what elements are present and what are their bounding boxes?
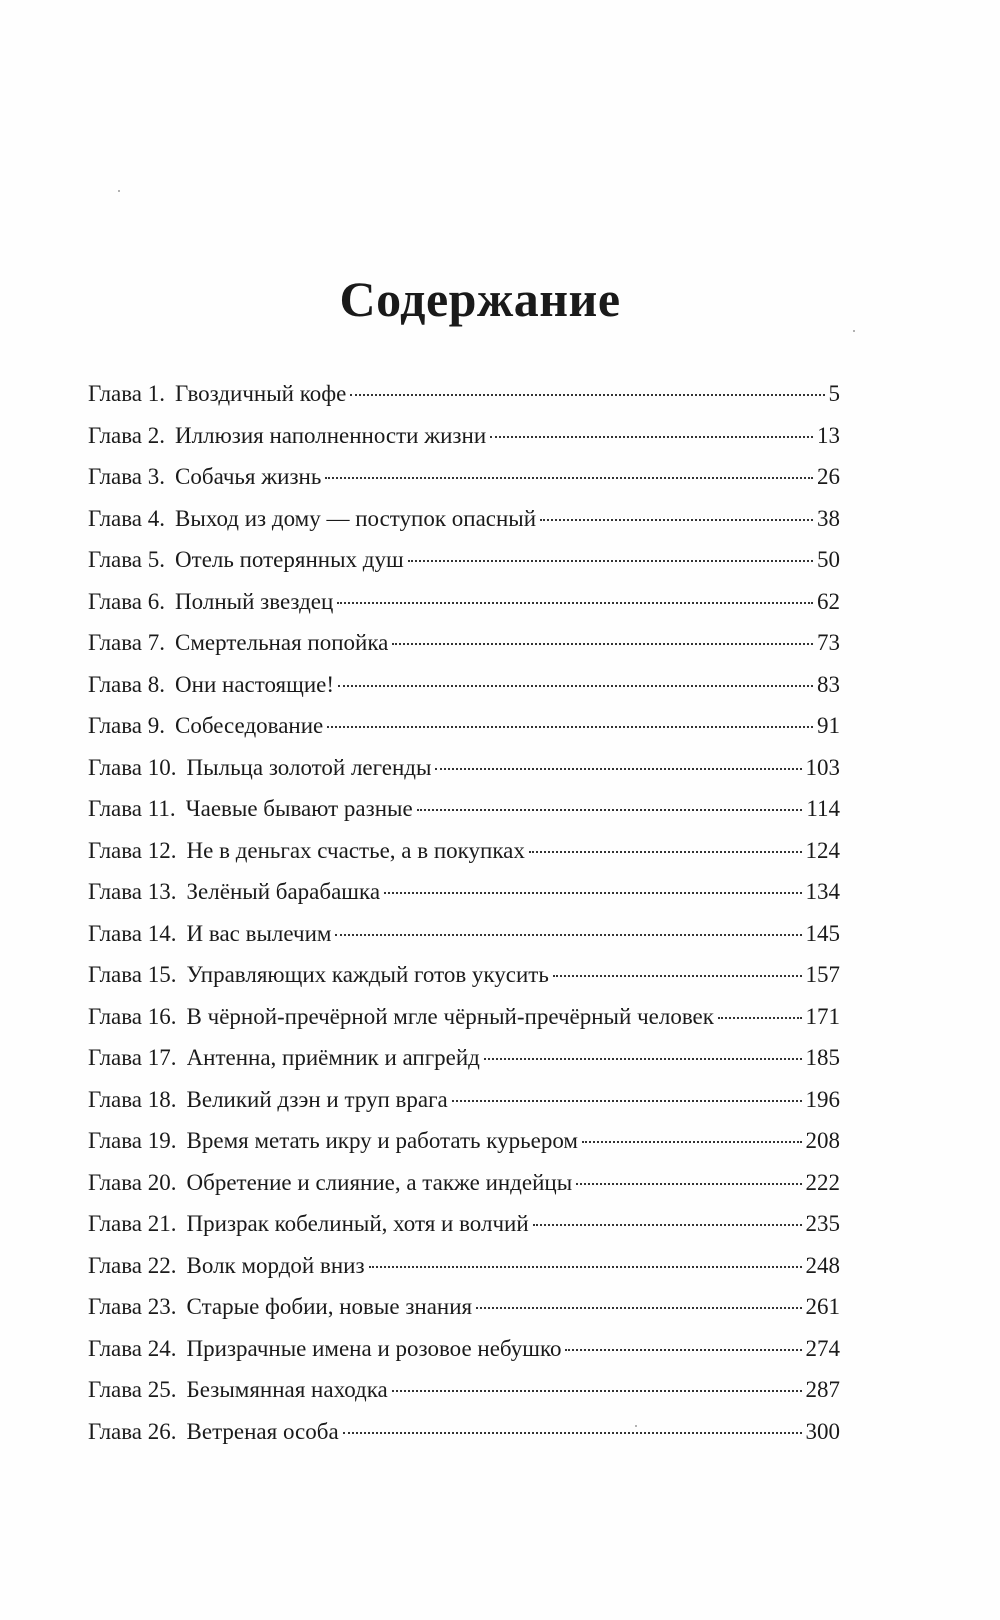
chapter-label: Глава 6. [88,588,166,614]
page-number: 73 [817,630,840,655]
page-number: 83 [817,671,840,697]
chapter-label: Глава 7. [88,630,166,655]
dot-leader [338,685,813,687]
chapter-label: Глава 25. [88,1377,177,1402]
chapter-title: Безымянная находка [186,1377,388,1402]
chapter-label: Глава 26. [88,1418,177,1444]
chapter-title: Управляющих каждый готов укусить [186,962,549,987]
toc-entry [88,373,840,415]
chapter-title: Призрак кобелиный, хотя и волчий [186,1211,529,1236]
dot-leader [582,1141,802,1143]
page-number: 196 [805,1086,840,1112]
table-of-contents [88,373,840,1452]
page-number: 185 [805,1045,840,1070]
dot-leader [343,1432,802,1434]
page-number: 287 [805,1377,840,1402]
dot-leader [408,560,813,562]
chapter-title: Гвоздичный кофе [175,381,347,406]
chapter-label: Глава 24. [88,1335,177,1361]
chapter-label: Глава 9. [88,713,166,738]
chapter-label: Глава 18. [88,1086,177,1112]
page-number: 114 [806,796,840,821]
toc-entry [88,415,840,457]
chapter-label: Глава 20. [88,1169,177,1195]
page-number: 248 [805,1252,840,1278]
page-number: 13 [817,422,840,448]
dot-leader [392,1390,802,1392]
chapter-label: Глава 3. [88,464,166,489]
toc-entry [88,913,840,955]
chapter-title: Выход из дому — поступок опасный [175,505,537,531]
chapter-title: Они настоящие! [175,671,335,697]
chapter-label: Глава 15. [88,962,177,987]
toc-entry [88,1079,840,1121]
chapter-title: И вас вылечим [186,920,332,946]
dot-leader [325,477,813,479]
page-number: 103 [805,754,840,780]
dot-leader [476,1307,801,1309]
chapter-title: Волк мордой вниз [186,1252,365,1278]
toc-entry [88,1411,840,1453]
chapter-label: Глава 21. [88,1211,177,1236]
toc-entry [88,954,840,996]
chapter-label: Глава 17. [88,1045,177,1070]
page-title: Содержание [339,271,621,327]
dot-leader [576,1183,801,1185]
page-number: 300 [805,1418,840,1444]
page-number: 222 [805,1169,840,1195]
page-number: 235 [805,1211,840,1236]
toc-entry [88,705,840,747]
page-number: 145 [805,920,840,946]
toc-entry [88,1037,840,1079]
dot-leader [529,851,802,853]
dot-leader [718,1017,802,1019]
toc-entry [88,539,840,581]
chapter-label: Глава 12. [88,837,177,863]
chapter-label: Глава 8. [88,671,166,697]
chapter-title: Время метать икру и работать курьером [186,1128,578,1153]
chapter-title: Смертельная попойка [175,630,389,655]
paper-speck [853,330,855,332]
dot-leader [335,934,801,936]
dot-leader [327,726,813,728]
chapter-label: Глава 16. [88,1003,177,1029]
chapter-label: Глава 1. [88,381,166,406]
toc-entry [88,1162,840,1204]
toc-entry [88,1328,840,1370]
dot-leader [417,809,803,811]
chapter-label: Глава 2. [88,422,166,448]
chapter-title: Собеседование [175,713,324,738]
page-number: 91 [817,713,840,738]
dot-leader [540,519,813,521]
dot-leader [553,975,802,977]
page-number: 5 [828,381,840,406]
chapter-title: Собачья жизнь [175,464,322,489]
chapter-title: Иллюзия наполненности жизни [175,422,487,448]
chapter-title: Чаевые бывают разные [185,796,413,821]
toc-entry [88,581,840,623]
chapter-label: Глава 13. [88,879,177,904]
toc-entry [88,830,840,872]
chapter-label: Глава 22. [88,1252,177,1278]
toc-entry [88,1369,840,1411]
dot-leader [384,892,801,894]
dot-leader [484,1058,802,1060]
chapter-title: Обретение и слияние, а также индейцы [186,1169,573,1195]
chapter-title: Великий дзэн и труп врага [186,1086,448,1112]
dot-leader [369,1266,802,1268]
dot-leader [533,1224,802,1226]
page-number: 62 [817,588,840,614]
toc-entry [88,664,840,706]
chapter-label: Глава 23. [88,1294,177,1319]
dot-leader [350,394,824,396]
chapter-title: Ветреная особа [186,1418,339,1444]
chapter-title: Зелёный барабашка [186,879,381,904]
chapter-label: Глава 10. [88,754,177,780]
page-number: 171 [805,1003,840,1029]
page-number: 208 [805,1128,840,1153]
page-number: 157 [805,962,840,987]
toc-entry [88,456,840,498]
toc-entry [88,788,840,830]
chapter-label: Глава 4. [88,505,166,531]
chapter-label: Глава 14. [88,920,177,946]
page-number: 50 [817,547,840,572]
page-number: 26 [817,464,840,489]
chapter-title: Не в деньгах счастье, а в покупках [186,837,525,863]
chapter-label: Глава 5. [88,547,166,572]
page-number: 134 [805,879,840,904]
chapter-title: В чёрной-пречёрной мгле чёрный-пречёрный человек [186,1003,714,1029]
chapter-label: Глава 11. [88,796,176,821]
dot-leader [337,602,813,604]
chapter-title: Антенна, приёмник и апгрейд [186,1045,480,1070]
dot-leader [435,768,801,770]
page-number: 261 [805,1294,840,1319]
toc-entry [88,871,840,913]
paper-speck [118,190,120,192]
dot-leader [565,1349,801,1351]
dot-leader [452,1100,802,1102]
toc-entry [88,498,840,540]
page-number: 38 [817,505,840,531]
toc-entry [88,1286,840,1328]
chapter-title: Пыльца золотой легенды [186,754,432,780]
toc-entry [88,622,840,664]
chapter-title: Отель потерянных душ [175,547,404,572]
toc-entry [88,1245,840,1287]
dot-leader [490,436,813,438]
chapter-title: Призрачные имена и розовое небушко [186,1335,562,1361]
toc-entry [88,1120,840,1162]
dot-leader [392,643,813,645]
toc-entry [88,747,840,789]
page-number: 124 [805,837,840,863]
chapter-title: Полный звездец [175,588,334,614]
chapter-title: Старые фобии, новые знания [186,1294,473,1319]
page-number: 274 [805,1335,840,1361]
toc-entry [88,1203,840,1245]
chapter-label: Глава 19. [88,1128,177,1153]
toc-entry [88,996,840,1038]
